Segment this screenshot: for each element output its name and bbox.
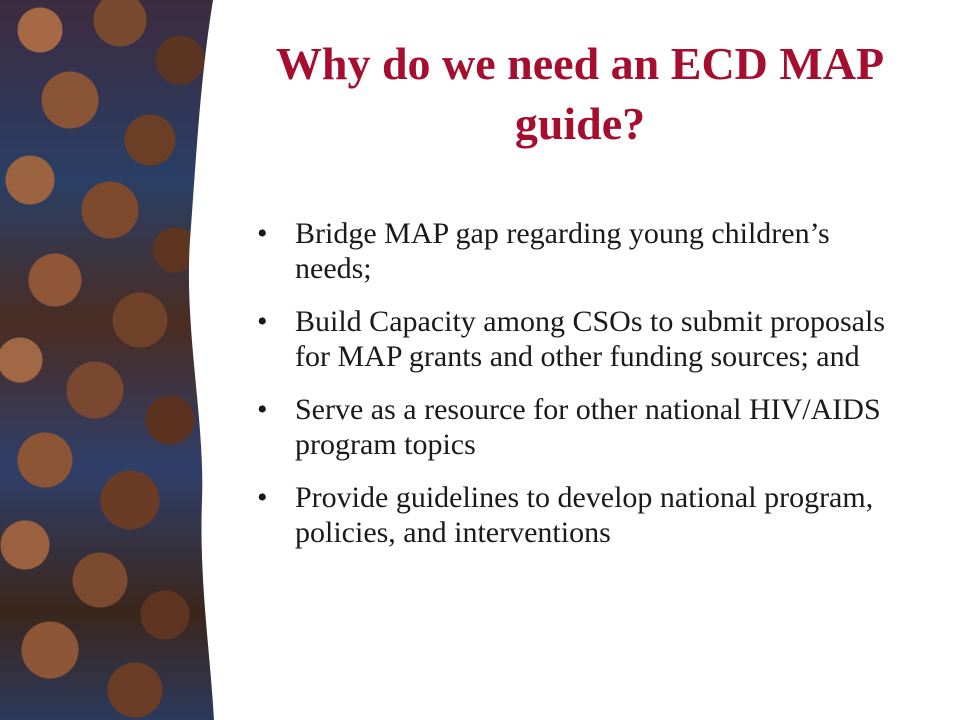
bullet-text: Build Capacity among CSOs to submit proposals for MAP grants and other funding sources; and bbox=[295, 305, 885, 373]
bullet-dot-icon: • bbox=[257, 393, 268, 426]
photo-edge-wave bbox=[0, 0, 260, 720]
bullet-item bbox=[255, 480, 905, 550]
bullet-list bbox=[255, 216, 905, 568]
bullet-dot-icon: • bbox=[257, 305, 268, 338]
bullet-text: Provide guidelines to develop national program, policies, and interventions bbox=[295, 481, 874, 549]
bullet-dot-icon: • bbox=[257, 217, 268, 250]
bullet-item bbox=[255, 216, 905, 286]
bullet-item bbox=[255, 304, 905, 374]
bullet-text: Serve as a resource for other national HIV/AIDS program topics bbox=[295, 393, 881, 461]
bullet-item bbox=[255, 392, 905, 462]
bullet-dot-icon: • bbox=[257, 481, 268, 514]
slide-content bbox=[230, 0, 930, 720]
bullet-text: Bridge MAP gap regarding young children’s needs; bbox=[295, 217, 830, 285]
slide-title: Why do we need an ECD MAP guide? bbox=[275, 38, 885, 149]
